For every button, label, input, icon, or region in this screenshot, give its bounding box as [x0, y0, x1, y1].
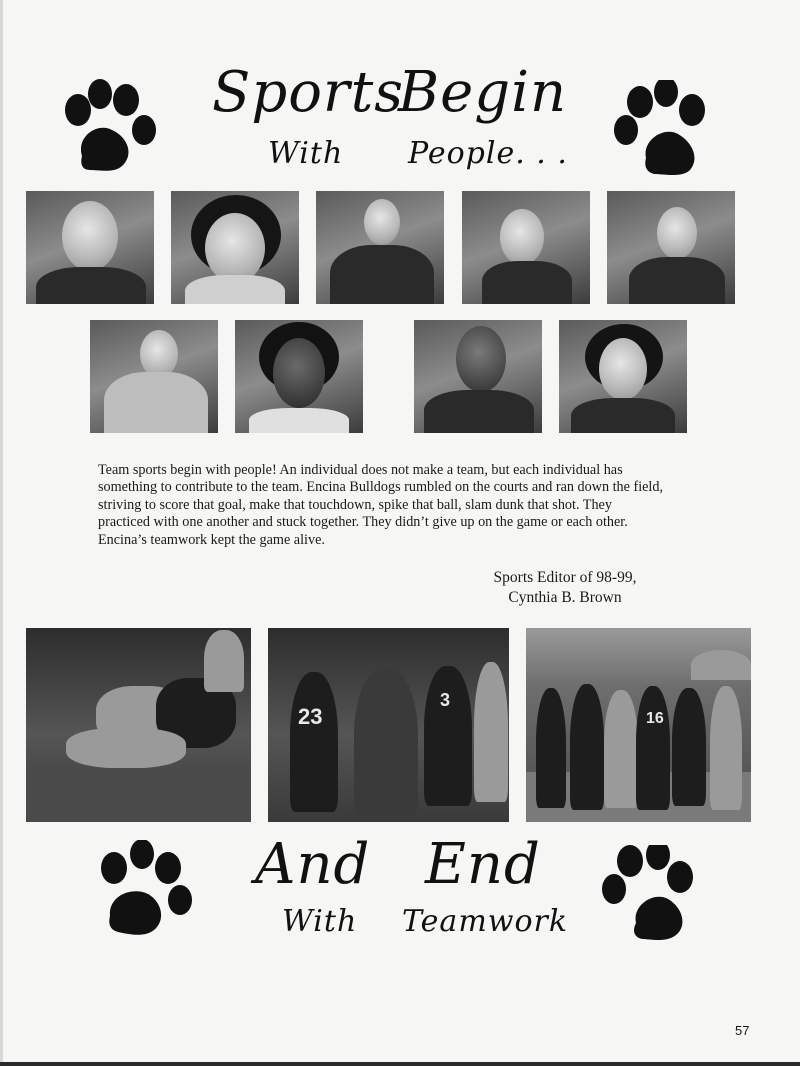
- paw-print-icon: [96, 840, 192, 940]
- portrait-photo: [316, 191, 444, 304]
- paw-print-icon: [600, 845, 696, 945]
- page-edge: [0, 1062, 800, 1066]
- signature-line-role: Sports Editor of 98-99,: [493, 569, 637, 586]
- portrait-photo: [171, 191, 299, 304]
- paw-print-icon: [60, 78, 156, 178]
- title-word-begin: Begin: [398, 60, 568, 125]
- subtitle-word-with: With: [282, 904, 358, 939]
- editor-signature: [470, 568, 660, 608]
- subtitle-word-people: People. . .: [408, 136, 568, 171]
- soccer-team-photo: [526, 628, 751, 822]
- jersey-number: 16: [646, 710, 664, 727]
- subtitle-word-with: With: [268, 136, 344, 171]
- intro-paragraph: Team sports begin with people! An individual does not make a team, but each individual has something to contribute to the team. Encina Bulldogs rumbled on the courts and ran down the field, striving to score that goal, make that touchdown, spike that ball, slam dunk that shot. They practiced with one another and stuck together. They didn’t give up on the game or each other. Encina’s teamwork kept the game alive.: [98, 462, 664, 548]
- subtitle-word-teamwork: Teamwork: [402, 904, 569, 939]
- portrait-photo: [90, 320, 218, 433]
- portrait-photo: [235, 320, 363, 433]
- football-action-photo: [26, 628, 251, 822]
- jersey-number: 3: [440, 690, 451, 710]
- portrait-photo: [559, 320, 687, 433]
- title-word-end: End: [425, 832, 541, 897]
- title-word-sports: Sports: [212, 60, 404, 125]
- portrait-photo: [607, 191, 735, 304]
- jersey-number: 23: [298, 704, 323, 729]
- page-edge: [0, 0, 3, 1066]
- title-word-and: And: [255, 832, 371, 897]
- portrait-photo: [462, 191, 590, 304]
- paw-print-icon: [612, 80, 708, 180]
- portrait-photo: [26, 191, 154, 304]
- signature-line-name: Cynthia B. Brown: [508, 589, 622, 606]
- portrait-photo: [414, 320, 542, 433]
- basketball-huddle-photo: [268, 628, 509, 822]
- page-number: 57: [735, 1023, 750, 1038]
